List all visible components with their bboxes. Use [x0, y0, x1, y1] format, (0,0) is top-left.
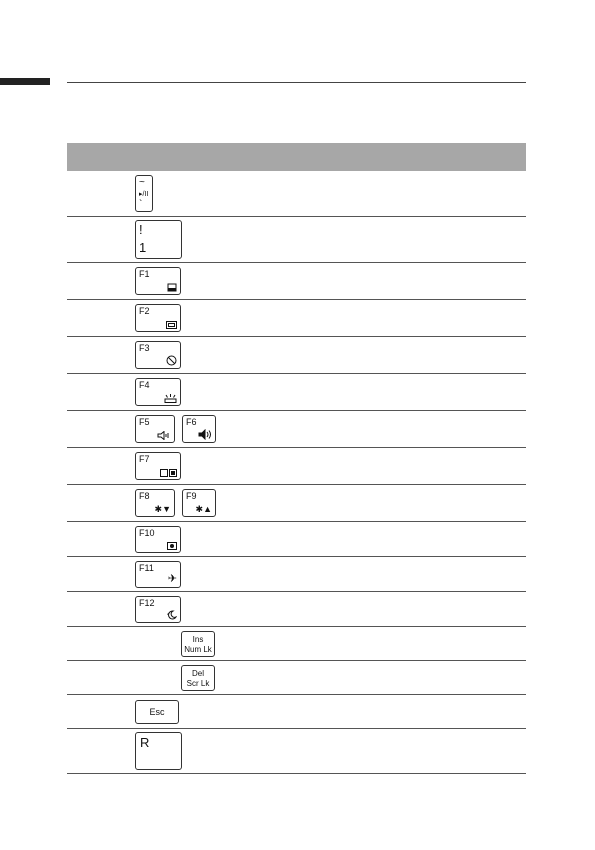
key-one: [135, 220, 182, 259]
table-row: [67, 729, 526, 774]
key-label-f7: F7: [139, 454, 150, 464]
key-label-esc: Esc: [149, 707, 165, 717]
key-label-f6: F6: [186, 417, 197, 427]
table-row: [67, 448, 526, 485]
sleep-icon: [167, 610, 177, 620]
webcam-icon: [167, 541, 177, 550]
table-row: [67, 300, 526, 337]
key-label-f5: F5: [139, 417, 150, 427]
key-label-r: R: [140, 735, 150, 750]
key-ins-num-lock: [181, 631, 215, 657]
key-label-f3: F3: [139, 343, 150, 353]
key-f7: [135, 452, 181, 480]
key-f11: [135, 561, 181, 588]
play-pause-icon: ▸/II: [139, 191, 149, 198]
keyboard-backlight-icon: [164, 394, 177, 403]
key-label-f9: F9: [186, 491, 197, 501]
table-row: [67, 337, 526, 374]
key-label-f2: F2: [139, 306, 150, 316]
key-label-exclamation: !: [139, 222, 143, 237]
key-label-backtick: `: [139, 199, 143, 210]
display-icon: [166, 321, 177, 329]
table-row: [67, 374, 526, 411]
table-row: [67, 411, 526, 448]
mute-icon: [166, 355, 177, 366]
key-f1: [135, 267, 181, 295]
key-label-f4: F4: [139, 380, 150, 390]
key-f3: [135, 341, 181, 369]
section-tab-marker: [0, 78, 50, 85]
table-row: [67, 263, 526, 300]
table-row: [67, 485, 526, 522]
table-row: [67, 557, 526, 592]
table-row: [67, 627, 526, 661]
key-f4: [135, 378, 181, 406]
key-f6: [182, 415, 216, 443]
table-row: [67, 171, 526, 217]
key-f5: [135, 415, 175, 443]
key-del-scroll-lock: [181, 665, 215, 691]
table-row: [67, 695, 526, 729]
key-label-tilde: ~: [139, 177, 145, 188]
brightness-down-icon: ✱▼: [154, 504, 171, 514]
volume-down-icon: [157, 431, 171, 440]
touchpad-icon: [167, 283, 177, 292]
table-row: [67, 592, 526, 627]
key-label-one: 1: [139, 240, 147, 255]
table-row: [67, 522, 526, 557]
key-f10: [135, 526, 181, 553]
key-f8: [135, 489, 175, 517]
key-f9: [182, 489, 216, 517]
key-label-f11: F11: [139, 563, 154, 573]
volume-up-icon: [198, 429, 212, 440]
display-switch-icon: [160, 469, 177, 477]
table-row: [67, 217, 526, 263]
key-f12: [135, 596, 181, 623]
key-label-f10: F10: [139, 528, 155, 538]
key-label-f8: F8: [139, 491, 150, 501]
key-r: [135, 732, 182, 770]
table-row: [67, 661, 526, 695]
header-rule: [67, 82, 526, 83]
key-label-f12: F12: [139, 598, 155, 608]
svg-text:z: z: [167, 611, 169, 616]
key-label-del: Del: [191, 669, 204, 678]
hotkey-table: [67, 171, 526, 774]
key-esc: [135, 700, 179, 724]
key-tilde-play-pause: [135, 175, 153, 212]
key-label-f1: F1: [139, 269, 150, 279]
brightness-up-icon: ✱▲: [195, 504, 212, 514]
key-f2: [135, 304, 181, 332]
airplane-icon: ✈: [167, 573, 177, 585]
table-header-bar: [67, 143, 526, 171]
key-label-ins: Ins: [192, 635, 204, 644]
key-label-scr-lk: Scr Lk: [186, 679, 210, 688]
key-label-num-lk: Num Lk: [184, 645, 212, 654]
